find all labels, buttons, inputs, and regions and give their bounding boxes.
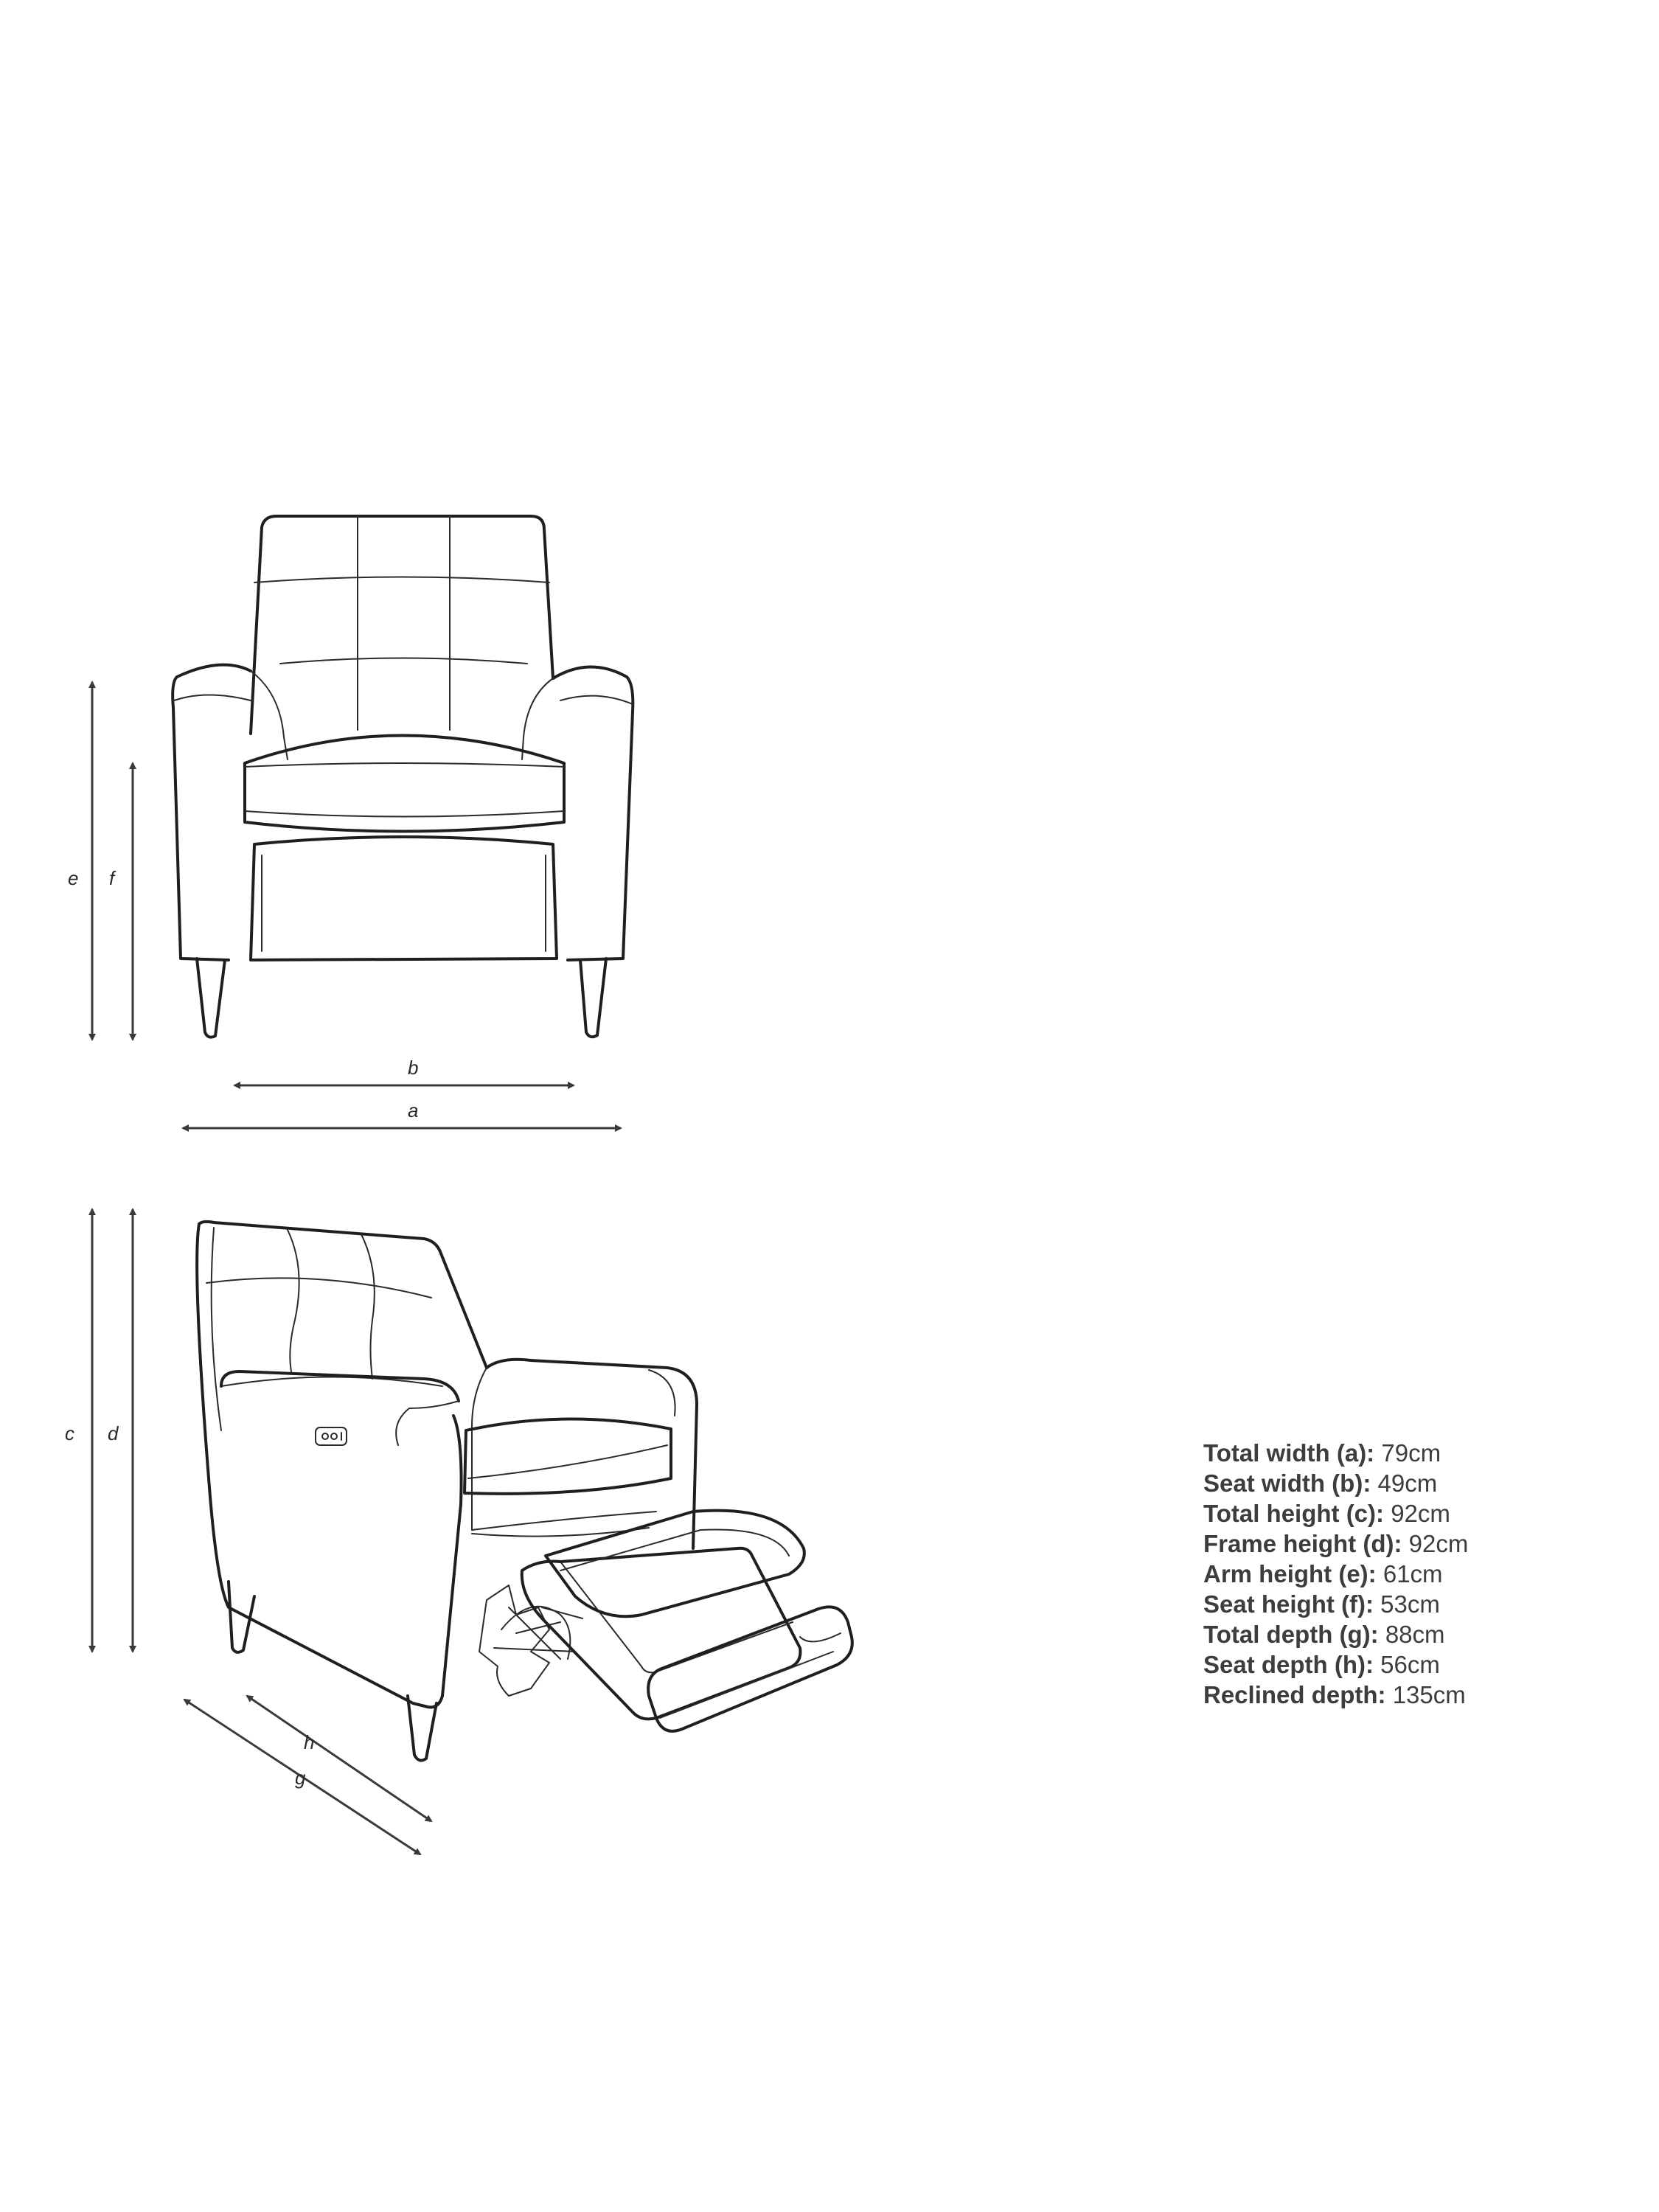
dim-label-a: a	[408, 1099, 419, 1121]
side-view-chair	[197, 1222, 852, 1761]
spec-frame-height: Frame height (d): 92cm	[1203, 1530, 1469, 1557]
spec-seat-height: Seat height (f): 53cm	[1203, 1590, 1440, 1618]
spec-seat-width: Seat width (b): 49cm	[1203, 1470, 1438, 1497]
dim-label-e: e	[68, 867, 79, 889]
dimensions-list	[1203, 1438, 1468, 1710]
spec-arm-height: Arm height (e): 61cm	[1203, 1560, 1443, 1587]
dim-label-f: f	[109, 867, 115, 889]
spec-reclined-depth: Reclined depth: 135cm	[1203, 1681, 1466, 1708]
spec-total-depth: Total depth (g): 88cm	[1203, 1621, 1445, 1648]
front-view-chair	[173, 516, 633, 1037]
spec-total-height: Total height (c): 92cm	[1203, 1500, 1450, 1527]
dim-label-c: c	[65, 1422, 74, 1444]
dim-label-h: h	[304, 1731, 315, 1753]
spec-total-width: Total width (a): 79cm	[1203, 1439, 1441, 1467]
dim-label-g: g	[295, 1767, 306, 1789]
dim-label-d: d	[108, 1422, 119, 1444]
dim-label-b: b	[408, 1057, 419, 1079]
spec-seat-depth: Seat depth (h): 56cm	[1203, 1651, 1440, 1678]
